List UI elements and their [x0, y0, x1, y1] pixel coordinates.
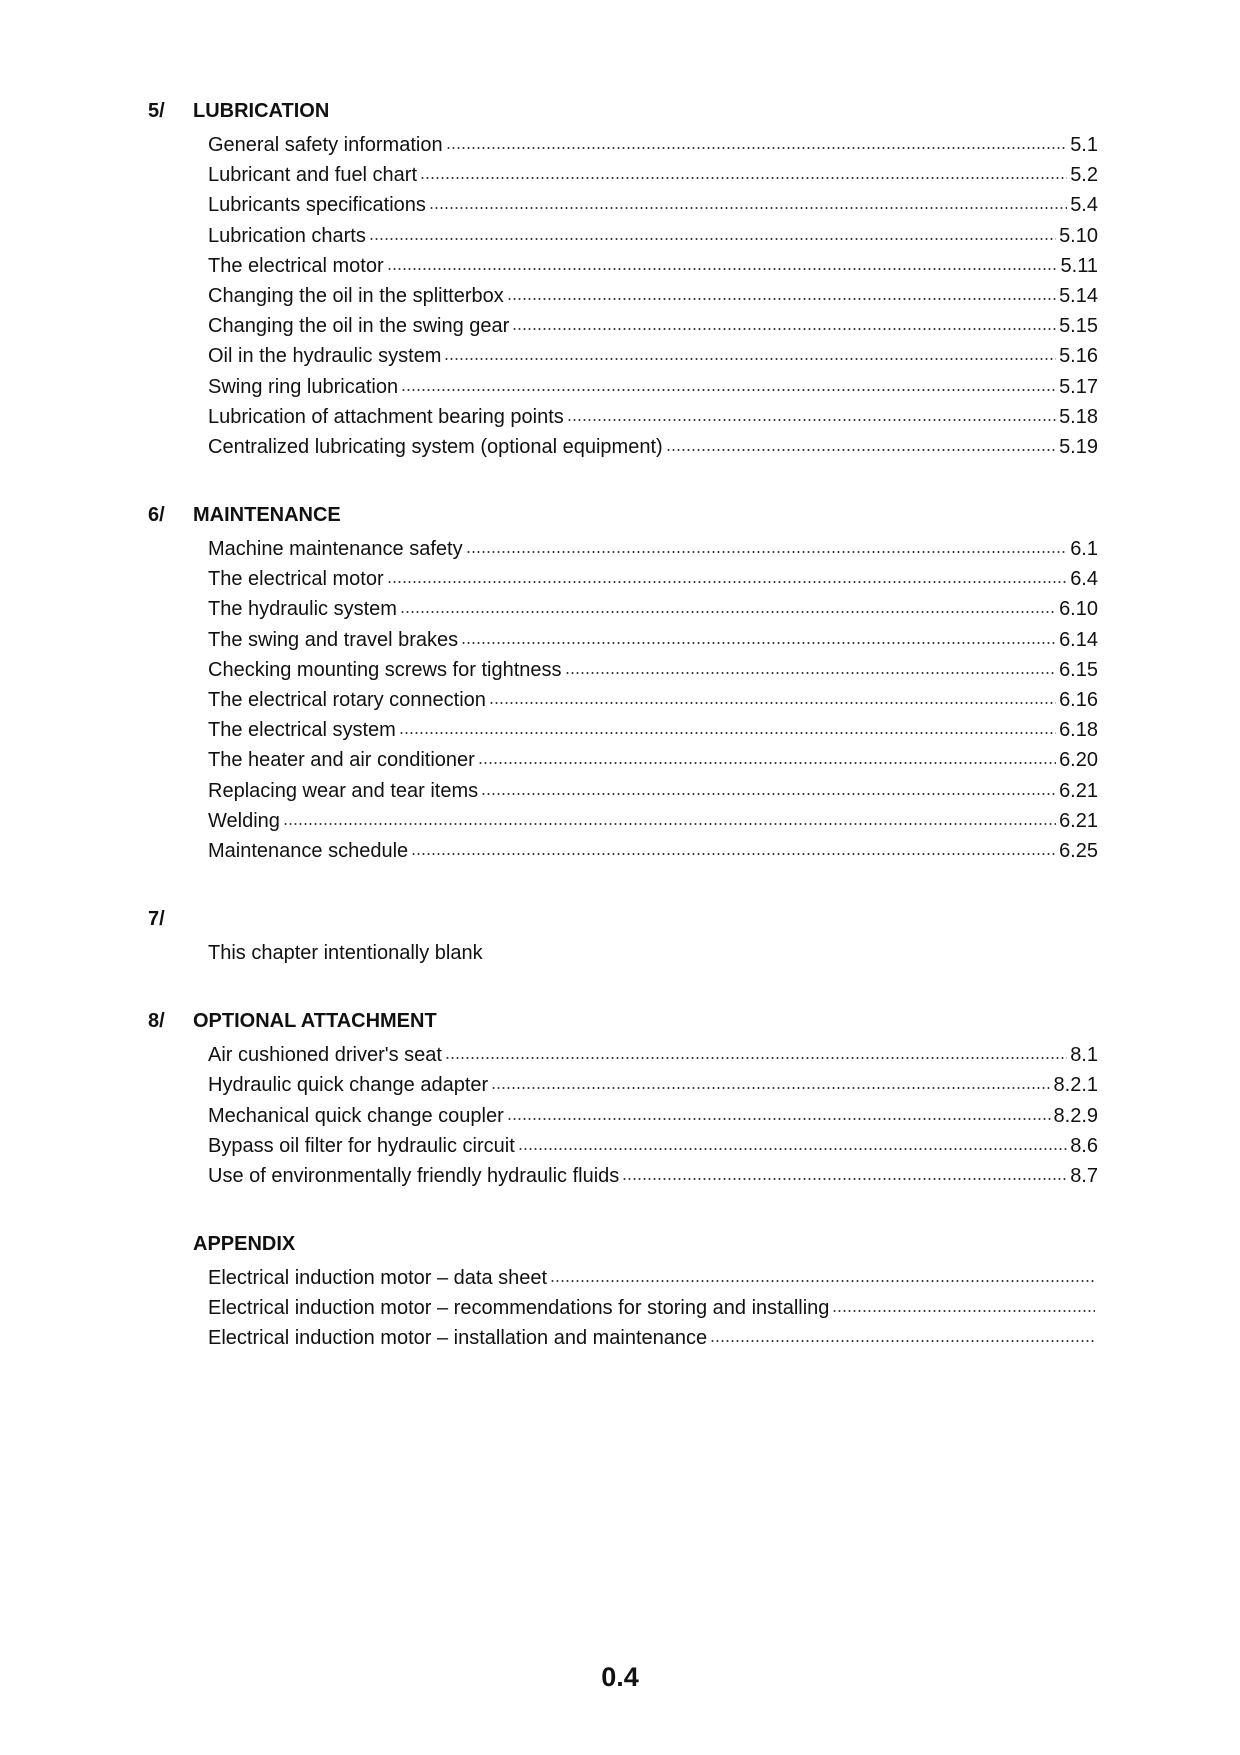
toc-entry[interactable] [208, 1161, 1098, 1191]
dot-leader [567, 404, 1056, 424]
entry-label: Lubricant and fuel chart [208, 164, 418, 187]
entry-page: 5.11 [1060, 254, 1098, 277]
entry-label: Air cushioned driver's seat [208, 1044, 442, 1067]
entry-page: 6.21 [1059, 779, 1098, 802]
entry-page: 5.1 [1070, 134, 1098, 156]
dot-leader [507, 283, 1056, 303]
entry-label: The electrical rotary connection [208, 689, 486, 711]
toc-entry[interactable] [208, 1101, 1098, 1131]
dot-leader [401, 374, 1056, 394]
entry-page: 5.15 [1059, 315, 1098, 338]
toc-entry[interactable] [208, 372, 1098, 402]
entry-page: 6.4 [1070, 568, 1098, 591]
section-heading [148, 908, 1098, 938]
section-number: 7/ [148, 908, 165, 931]
toc-entry[interactable] [208, 564, 1098, 594]
entry-label: Lubrication of attachment bearing points [208, 405, 564, 428]
toc-entry[interactable] [208, 625, 1098, 655]
section-title: MAINTENANCE [193, 504, 341, 527]
dot-leader [710, 1325, 1095, 1345]
table-of-contents [148, 100, 1098, 1354]
toc-entry[interactable] [208, 655, 1098, 685]
toc-entry[interactable] [208, 685, 1098, 715]
toc-entry[interactable] [208, 221, 1098, 251]
entry-page: 6.16 [1059, 689, 1098, 711]
section-entries [208, 534, 1098, 866]
entry-label: Changing the oil in the swing gear [208, 315, 510, 338]
entry-label: Hydraulic quick change adapter [208, 1074, 489, 1097]
dot-leader [491, 1072, 1050, 1092]
section-title: LUBRICATION [193, 100, 330, 122]
section-heading [148, 1233, 1098, 1263]
toc-section-maintenance [148, 504, 1098, 866]
entry-page: 8.1 [1070, 1044, 1098, 1067]
toc-section-optional-attachment [148, 1010, 1098, 1191]
entry-label: The electrical motor [208, 254, 384, 277]
entry-page: 5.17 [1059, 375, 1098, 398]
dot-leader [565, 657, 1057, 677]
toc-entry[interactable] [208, 1070, 1098, 1100]
section-number: 8/ [148, 1010, 165, 1033]
entry-page: 6.25 [1059, 839, 1098, 862]
entry-page: 8.7 [1070, 1164, 1098, 1187]
section-number: 6/ [148, 504, 165, 527]
entry-page: 5.16 [1059, 345, 1098, 368]
toc-entry[interactable] [208, 160, 1098, 190]
dot-leader [666, 434, 1056, 454]
entry-label: The electrical motor [208, 568, 384, 591]
entry-page: 5.19 [1059, 435, 1098, 458]
entry-label: Machine maintenance safety [208, 538, 463, 561]
dot-leader [411, 838, 1056, 858]
toc-section-7 [148, 908, 1098, 968]
entry-label: The electrical system [208, 719, 396, 742]
entry-label: Mechanical quick change coupler [208, 1104, 504, 1127]
dot-leader [478, 747, 1056, 767]
entry-label: The swing and travel brakes [208, 628, 459, 651]
entry-page: 5.4 [1070, 194, 1098, 217]
dot-leader [466, 536, 1068, 556]
page-number: 0.4 [601, 1662, 639, 1692]
toc-entry[interactable] [208, 534, 1098, 564]
entry-label: Replacing wear and tear items [208, 779, 479, 802]
entry-page: 6.20 [1059, 749, 1098, 772]
dot-leader [429, 192, 1067, 212]
section-title: APPENDIX [193, 1233, 296, 1256]
section-heading [148, 1010, 1098, 1040]
toc-section-appendix [148, 1233, 1098, 1354]
entry-label: Maintenance schedule [208, 839, 409, 862]
section-entries [208, 1040, 1098, 1191]
toc-entry[interactable] [208, 594, 1098, 624]
entry-label: Electrical induction motor – recommendations for storing and installing [208, 1297, 830, 1320]
dot-leader [387, 253, 1058, 273]
entry-page: 6.18 [1059, 719, 1098, 742]
dot-leader [369, 223, 1056, 243]
entry-page: 6.10 [1059, 598, 1098, 621]
dot-leader [445, 1042, 1067, 1062]
dot-leader [399, 717, 1056, 737]
entry-label: Centralized lubricating system (optional equipment) [208, 435, 663, 458]
entry-page: 6.15 [1059, 658, 1098, 681]
entry-page: 6.1 [1070, 538, 1098, 561]
toc-entry[interactable] [208, 836, 1098, 866]
dot-leader [420, 162, 1067, 182]
toc-entry[interactable] [208, 1263, 1098, 1293]
toc-entry[interactable] [208, 1323, 1098, 1353]
section-entries [208, 938, 1098, 968]
section-heading [148, 100, 1098, 130]
entry-page: 6.21 [1059, 809, 1098, 832]
toc-entry[interactable] [208, 341, 1098, 371]
entry-label: Welding [208, 809, 280, 832]
entry-page: 8.2.1 [1053, 1074, 1098, 1097]
toc-entry[interactable] [208, 130, 1098, 160]
dot-leader [446, 132, 1068, 152]
entry-label: Oil in the hydraulic system [208, 345, 442, 368]
dot-leader [512, 313, 1056, 333]
entry-page: 5.2 [1070, 164, 1098, 187]
dot-leader [622, 1163, 1067, 1183]
toc-entry[interactable] [208, 190, 1098, 220]
toc-section-lubrication [148, 100, 1098, 462]
toc-entry[interactable] [208, 745, 1098, 775]
toc-entry[interactable] [208, 1131, 1098, 1161]
entry-label: The hydraulic system [208, 598, 397, 621]
toc-entry[interactable] [208, 715, 1098, 745]
entry-page: 8.2.9 [1053, 1104, 1098, 1127]
toc-entry[interactable] [208, 402, 1098, 432]
dot-leader [283, 808, 1056, 828]
blank-chapter-note: This chapter intentionally blank [208, 942, 483, 965]
dot-leader [481, 778, 1056, 798]
entry-page: 6.14 [1059, 628, 1098, 651]
dot-leader [489, 687, 1056, 707]
dot-leader [518, 1133, 1067, 1153]
toc-entry[interactable] [208, 1040, 1098, 1070]
entry-page: 5.18 [1059, 405, 1098, 428]
entry-label: Lubrication charts [208, 224, 366, 247]
section-heading [148, 504, 1098, 534]
section-entries [208, 130, 1098, 462]
section-entries [208, 1263, 1098, 1354]
section-title: OPTIONAL ATTACHMENT [193, 1010, 437, 1033]
dot-leader [507, 1103, 1051, 1123]
toc-entry[interactable] [208, 251, 1098, 281]
entry-label: The heater and air conditioner [208, 749, 475, 772]
entry-label: Bypass oil filter for hydraulic circuit [208, 1134, 515, 1157]
toc-entry[interactable] [208, 776, 1098, 806]
dot-leader [444, 343, 1056, 363]
toc-entry[interactable] [208, 281, 1098, 311]
entry-label: Lubricants specifications [208, 194, 426, 217]
toc-entry[interactable] [208, 432, 1098, 462]
entry-page: 8.6 [1070, 1134, 1098, 1157]
entry-label: General safety information [208, 134, 443, 156]
toc-entry[interactable] [208, 1293, 1098, 1323]
toc-entry[interactable] [208, 806, 1098, 836]
section-number: 5/ [148, 100, 165, 122]
entry-label: Electrical induction motor – installation and maintenance [208, 1327, 708, 1350]
dot-leader [461, 627, 1056, 647]
dot-leader [832, 1295, 1095, 1315]
entry-label: Checking mounting screws for tightness [208, 658, 562, 681]
entry-label: Use of environmentally friendly hydraulic fluids [208, 1164, 620, 1187]
entry-label: Changing the oil in the splitterbox [208, 284, 504, 307]
entry-page: 5.10 [1059, 224, 1098, 247]
dot-leader [400, 596, 1056, 616]
entry-page: 5.14 [1059, 284, 1098, 307]
entry-label: Swing ring lubrication [208, 375, 399, 398]
dot-leader [387, 566, 1068, 586]
entry-label: Electrical induction motor – data sheet [208, 1267, 548, 1290]
dot-leader [550, 1265, 1095, 1285]
toc-entry[interactable] [208, 311, 1098, 341]
